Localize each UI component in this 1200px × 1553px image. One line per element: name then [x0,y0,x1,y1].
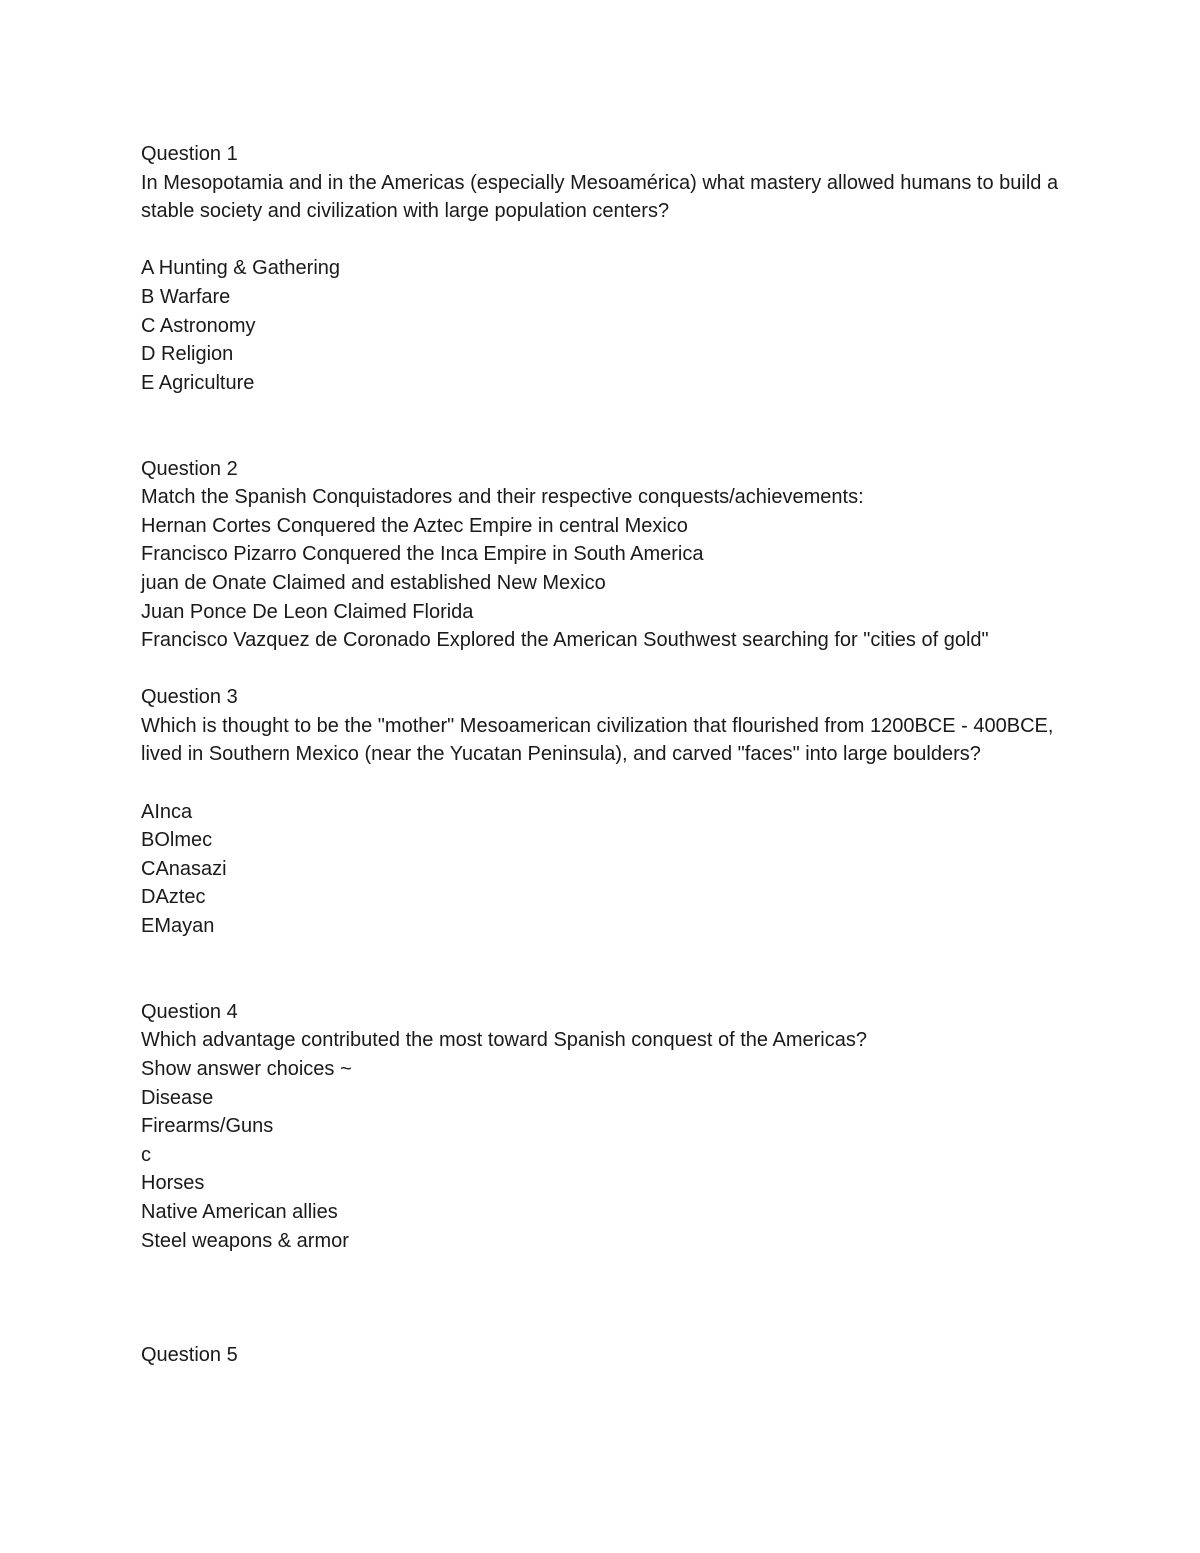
match-item: Francisco Pizarro Conquered the Inca Empire in South America [141,543,704,566]
question-3 [141,683,1081,940]
answer-choice: Horses [141,1172,205,1195]
question-title: Question 1 [141,143,238,165]
question-prompt: Which advantage contributed the most toward Spanish conquest of the Americas? [141,1029,867,1052]
answer-choice: CAnasazi [141,857,227,880]
document-body [141,140,1081,1370]
question-1 [141,140,1081,397]
answer-choice: Firearms/Guns [141,1115,274,1138]
question-prompt: In Mesopotamia and in the Americas (especially Mesoamérica) what mastery allowed humans to build a stable society and civilization with large population centers? [141,171,1059,223]
answer-choice: Native American allies [141,1200,338,1223]
question-4 [141,998,1081,1255]
match-item: juan de Onate Claimed and established New Mexico [141,571,606,594]
answer-choice: A Hunting & Gathering [141,257,341,280]
match-item: Juan Ponce De Leon Claimed Florida [141,600,474,623]
answer-choice: Steel weapons & armor [141,1229,349,1252]
answer-choice: E Agriculture [141,371,255,394]
answer-choice: EMayan [141,915,215,938]
match-item: Francisco Vazquez de Coronado Explored the American Southwest searching for "cities of gold" [141,629,989,652]
answer-choice: C Astronomy [141,314,256,337]
answer-choice: Disease [141,1086,214,1109]
answer-choice: BOlmec [141,829,213,852]
answer-choice: AInca [141,800,193,823]
answer-choice: c [141,1143,151,1166]
question-title: Question 2 [141,457,238,480]
question-prompt: Match the Spanish Conquistadores and their respective conquests/achievements: [141,486,864,509]
show-answer-choices-toggle: Show answer choices ~ [141,1058,352,1080]
question-title: Question 3 [141,686,238,709]
question-2 [141,455,1081,655]
answer-choice: D Religion [141,343,234,366]
answer-choice: DAztec [141,886,206,909]
question-title: Question 4 [141,1000,238,1023]
question-prompt: Which is thought to be the "mother" Mesoamerican civilization that flourished from 1200BCE - 400BCE, lived in Southern Mexico (near the Yucatan Peninsula), and carved "faces" into large boulders? [141,714,1054,766]
question-title: Question 5 [141,1344,238,1367]
answer-choice: B Warfare [141,285,231,308]
match-item: Hernan Cortes Conquered the Aztec Empire in central Mexico [141,514,688,537]
question-5 [141,1341,1081,1370]
